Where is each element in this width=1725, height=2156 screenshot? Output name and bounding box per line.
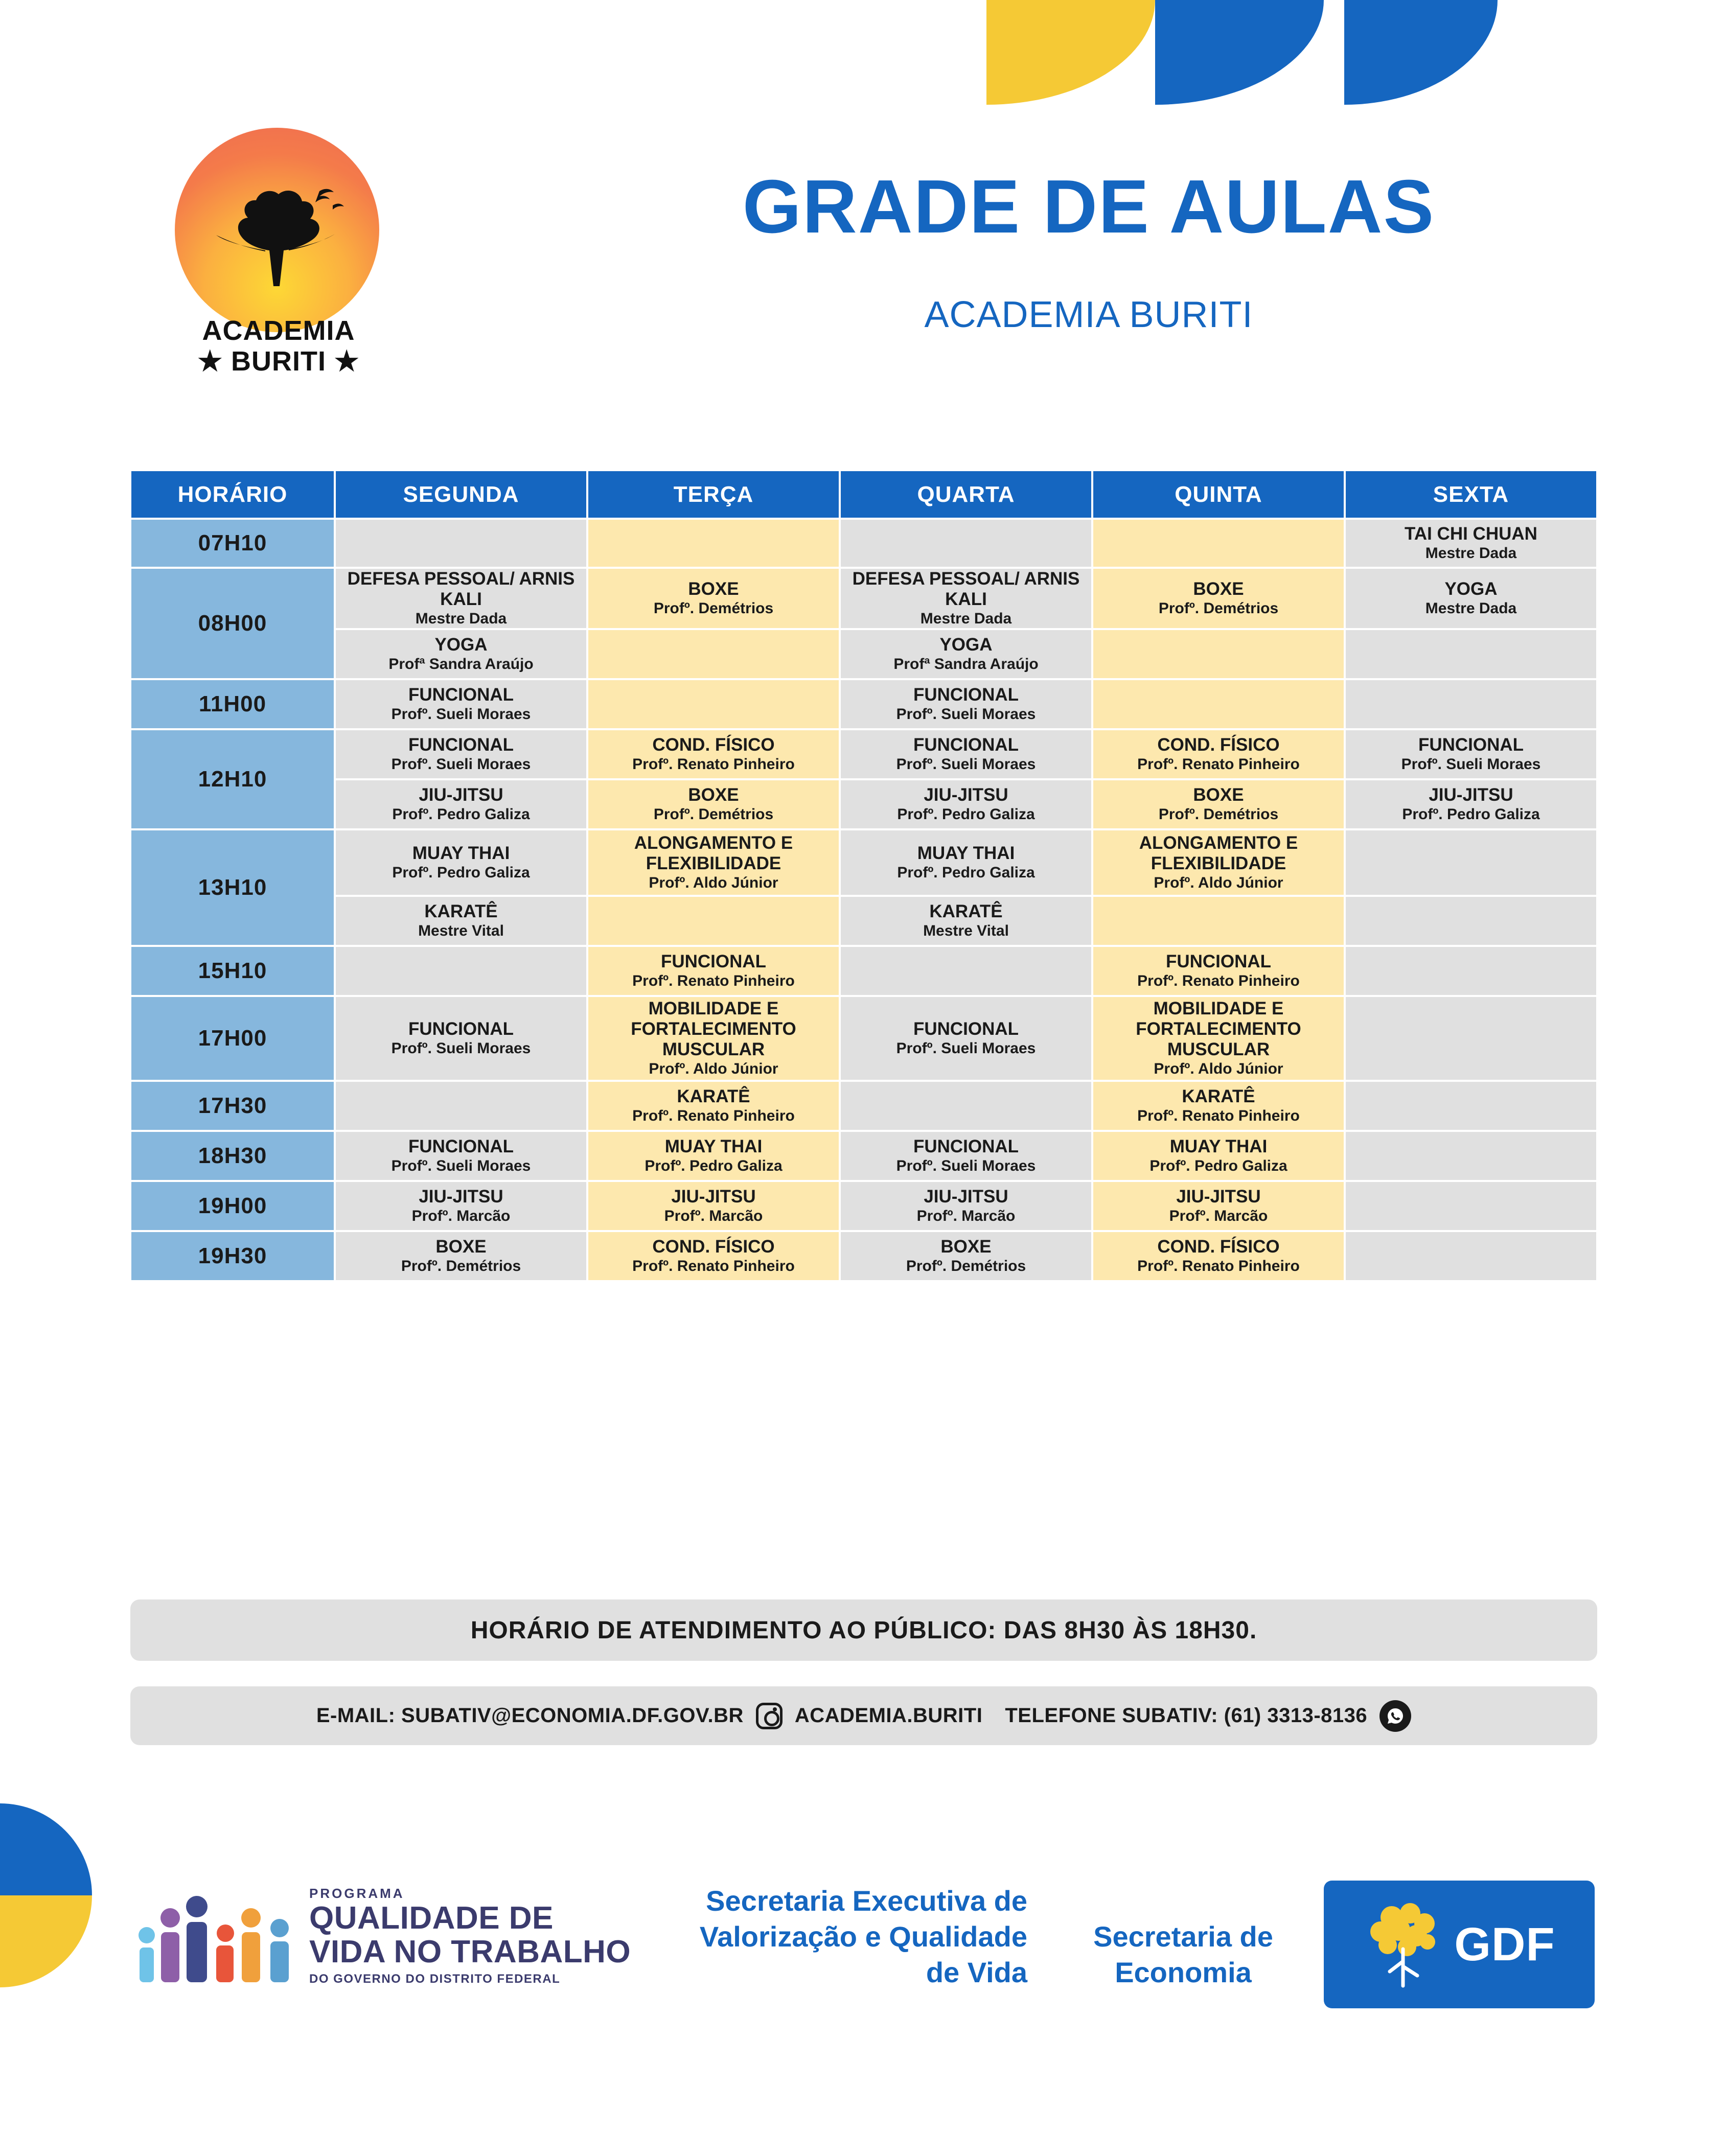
class-cell: COND. FÍSICO Profº. Renato Pinheiro [587,1231,840,1281]
yellow-arc [986,0,1155,105]
class-cell [335,1081,587,1131]
class-cell: MUAY THAI Profº. Pedro Galiza [1092,1131,1345,1181]
class-cell: JIU-JITSU Profº. Pedro Galiza [840,779,1092,829]
class-cell: MUAY THAI Profº. Pedro Galiza [840,829,1092,896]
class-cell: DEFESA PESSOAL/ ARNIS KALI Mestre Dada [840,568,1092,629]
time-label: 13H10 [130,829,335,946]
class-cell [1345,946,1597,996]
class-cell: BOXE Profº. Demétrios [1092,779,1345,829]
table-row [130,996,1597,1081]
time-label: 17H00 [130,996,335,1081]
logo-line-1: ACADEMIA [202,315,355,346]
class-cell [1092,679,1345,729]
class-cell: JIU-JITSU Profº. Marcão [840,1181,1092,1231]
time-label: 08H00 [130,568,335,679]
qvt-line-1: QUALIDADE DE [309,1900,554,1936]
time-label: 19H30 [130,1231,335,1281]
gdf-text: GDF [1454,1918,1555,1970]
time-label: 07H10 [130,519,335,568]
class-cell [1092,629,1345,679]
class-cell [1345,1181,1597,1231]
column-header-quarta: QUARTA [840,470,1092,519]
yellow-half-circle [0,1895,92,1987]
bottom-left-decoration [0,1803,102,1987]
class-cell: DEFESA PESSOAL/ ARNIS KALI Mestre Dada [335,568,587,629]
time-label: 18H30 [130,1131,335,1181]
time-label: 17H30 [130,1081,335,1131]
table-row [130,679,1597,729]
class-cell [1345,829,1597,896]
class-cell: FUNCIONAL Profº. Renato Pinheiro [587,946,840,996]
top-decoration [986,0,1625,105]
class-cell: MUAY THAI Profº. Pedro Galiza [335,829,587,896]
class-cell [840,1081,1092,1131]
class-cell: JIU-JITSU Profº. Marcão [1092,1181,1345,1231]
class-cell [1092,519,1345,568]
column-header-segunda: SEGUNDA [335,470,587,519]
blue-half-circle [0,1803,92,1895]
class-cell: FUNCIONAL Profº. Sueli Moraes [335,729,587,779]
class-cell: COND. FÍSICO Profº. Renato Pinheiro [1092,1231,1345,1281]
class-cell [335,946,587,996]
class-cell [335,519,587,568]
class-cell: TAI CHI CHUAN Mestre Dada [1345,519,1597,568]
class-cell: FUNCIONAL Profº. Sueli Moraes [1345,729,1597,779]
class-cell: JIU-JITSU Profº. Pedro Galiza [1345,779,1597,829]
class-cell [1345,679,1597,729]
instagram-handle[interactable]: ACADEMIA.BURITI [794,1704,983,1727]
people-bars-icon [135,1888,299,1985]
class-cell: KARATÊ Mestre Vital [335,896,587,946]
blue-arc-1 [1155,0,1324,105]
class-cell [587,629,840,679]
bonsai-tree-icon [212,174,345,291]
qvt-line-2: VIDA NO TRABALHO [309,1934,631,1969]
class-cell: ALONGAMENTO E FLEXIBILIDADE Profº. Aldo Júnior [1092,829,1345,896]
academia-buriti-logo [164,128,394,377]
qvt-subtitle: DO GOVERNO DO DISTRITO FEDERAL [309,1972,561,1986]
qvt-program-logo [130,1868,641,2001]
time-label: 15H10 [130,946,335,996]
class-cell: BOXE Profº. Demétrios [587,779,840,829]
class-cell: KARATÊ Mestre Vital [840,896,1092,946]
page-subtitle: ACADEMIA BURITI [924,294,1253,335]
blue-arc-2 [1344,0,1498,105]
class-cell: BOXE Profº. Demétrios [840,1231,1092,1281]
class-cell: FUNCIONAL Profº. Sueli Moraes [335,1131,587,1181]
class-cell: YOGA Profª Sandra Araújo [335,629,587,679]
class-cell: MOBILIDADE E FORTALECIMENTO MUSCULAR Profº. Aldo Júnior [587,996,840,1081]
class-cell: YOGA Mestre Dada [1345,568,1597,629]
class-cell: FUNCIONAL Profº. Sueli Moraes [335,679,587,729]
class-cell: KARATÊ Profº. Renato Pinheiro [587,1081,840,1131]
page-title: GRADE DE AULAS [742,165,1435,249]
table-row [130,729,1597,829]
table-row [130,1181,1597,1231]
table-row [130,568,1597,679]
class-cell [1345,1081,1597,1131]
gdf-logo [1324,1881,1595,2008]
column-header-horario: HORÁRIO [130,470,335,519]
class-cell: FUNCIONAL Profº. Sueli Moraes [840,996,1092,1081]
class-cell: JIU-JITSU Profº. Pedro Galiza [335,779,587,829]
secretaria-economia-label: Secretaria de Economia [1093,1920,1273,1988]
class-cell: FUNCIONAL Profº. Sueli Moraes [840,679,1092,729]
time-label: 19H00 [130,1181,335,1231]
class-cell: ALONGAMENTO E FLEXIBILIDADE Profº. Aldo Júnior [587,829,840,896]
class-cell [840,946,1092,996]
class-cell [1345,629,1597,679]
ipe-tree-icon [1363,1900,1445,1989]
table-row [130,1131,1597,1181]
service-hours-bar [130,1599,1597,1661]
class-cell: KARATÊ Profº. Renato Pinheiro [1092,1081,1345,1131]
whatsapp-icon[interactable] [1379,1700,1411,1732]
class-cell: FUNCIONAL Profº. Sueli Moraes [840,729,1092,779]
table-header-row [130,470,1597,519]
class-cell: BOXE Profº. Demétrios [1092,568,1345,629]
logo-wordmark [164,316,394,377]
column-header-sexta: SEXTA [1345,470,1597,519]
class-cell [587,679,840,729]
table-row [130,829,1597,946]
class-cell: BOXE Profº. Demétrios [587,568,840,629]
class-cell [1345,996,1597,1081]
class-cell [1345,1131,1597,1181]
class-cell [1345,1231,1597,1281]
class-cell: JIU-JITSU Profº. Marcão [335,1181,587,1231]
class-cell: MUAY THAI Profº. Pedro Galiza [587,1131,840,1181]
class-cell [840,519,1092,568]
class-cell: BOXE Profº. Demétrios [335,1231,587,1281]
class-cell: FUNCIONAL Profº. Sueli Moraes [840,1131,1092,1181]
qvt-program-label: PROGRAMA [309,1886,405,1901]
class-cell: COND. FÍSICO Profº. Renato Pinheiro [587,729,840,779]
contact-bar [130,1686,1597,1745]
table-row [130,1231,1597,1281]
schedule-table [130,470,1597,1281]
secretaria-executiva-label: Secretaria Executiva de Valorização e Qualidade de Vida [699,1885,1027,1988]
table-row [130,1081,1597,1131]
service-hours-text: HORÁRIO DE ATENDIMENTO AO PÚBLICO: DAS 8H30 ÀS 18H30. [470,1616,1257,1644]
class-cell [1092,896,1345,946]
column-header-quinta: QUINTA [1092,470,1345,519]
instagram-icon[interactable] [756,1703,783,1729]
phone-text[interactable]: TELEFONE SUBATIV: (61) 3313-8136 [1005,1704,1368,1727]
logo-line-2: ★ BURITI ★ [197,346,360,377]
time-label: 12H10 [130,729,335,829]
class-cell [1345,896,1597,946]
email-text[interactable]: E-MAIL: SUBATIV@ECONOMIA.DF.GOV.BR [316,1704,744,1727]
column-header-terca: TERÇA [587,470,840,519]
table-row [130,519,1597,568]
class-cell: FUNCIONAL Profº. Renato Pinheiro [1092,946,1345,996]
class-cell: MOBILIDADE E FORTALECIMENTO MUSCULAR Profº. Aldo Júnior [1092,996,1345,1081]
time-label: 11H00 [130,679,335,729]
class-cell: COND. FÍSICO Profº. Renato Pinheiro [1092,729,1345,779]
class-cell: FUNCIONAL Profº. Sueli Moraes [335,996,587,1081]
table-row [130,946,1597,996]
class-cell [587,896,840,946]
qvt-wordmark [309,1886,636,1986]
class-cell [587,519,840,568]
class-cell: YOGA Profª Sandra Araújo [840,629,1092,679]
class-cell: JIU-JITSU Profº. Marcão [587,1181,840,1231]
